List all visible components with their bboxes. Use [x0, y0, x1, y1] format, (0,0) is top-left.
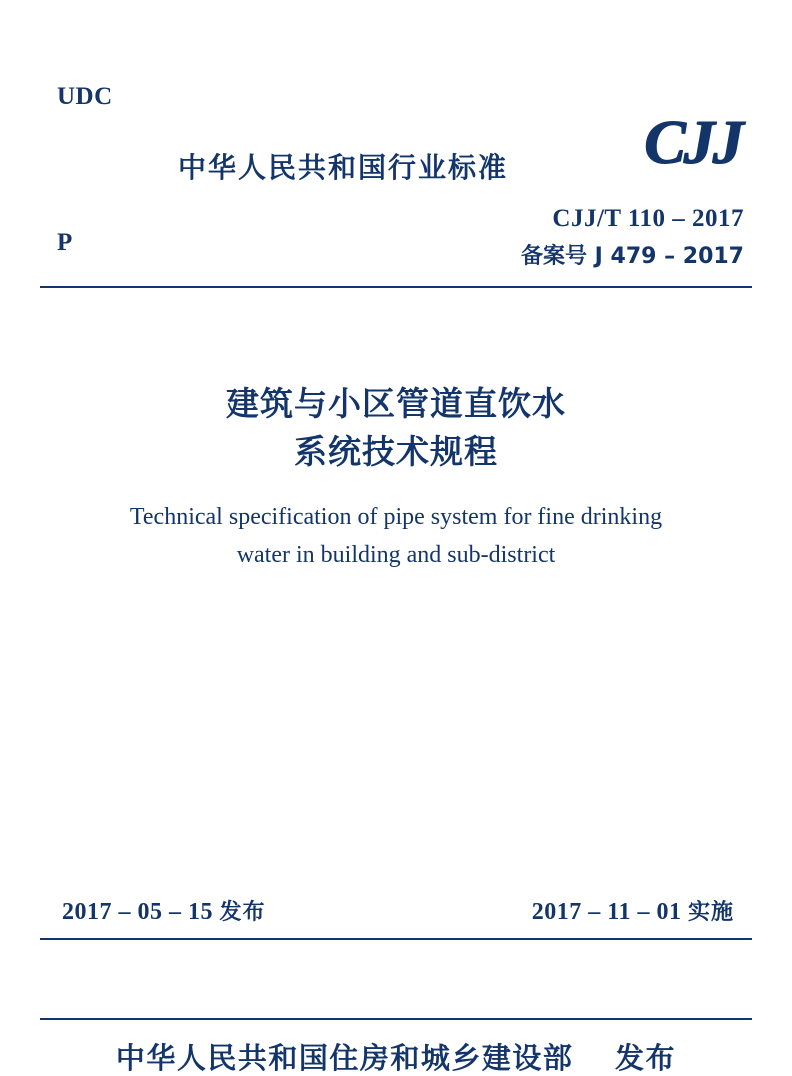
publisher-name: 中华人民共和国住房和城乡建设部 — [115, 1041, 574, 1075]
effective-date: 2017 – 11 – 01 — [531, 899, 682, 925]
classification-label: P — [57, 229, 73, 256]
issue-date: 2017 – 05 – 15 — [62, 899, 213, 925]
standard-code: CJJ/T 110 – 2017 — [552, 205, 744, 232]
title-english — [0, 498, 792, 575]
title-chinese-line2: 系统技术规程 — [294, 431, 498, 471]
effective-date-group — [532, 895, 734, 926]
title-chinese-line1: 建筑与小区管道直饮水 — [226, 384, 566, 423]
issue-label: 发布 — [219, 900, 266, 925]
title-english-line1: Technical specification of pipe system for fine drinking — [129, 503, 663, 530]
date-row — [0, 895, 792, 929]
cjj-logo: CJJ — [644, 109, 742, 177]
divider-top — [40, 286, 752, 288]
effective-label: 实施 — [687, 900, 734, 925]
udc-label: UDC — [57, 83, 113, 110]
record-number: 备案号 J 479 – 2017 — [521, 244, 744, 269]
title-chinese — [0, 380, 792, 476]
publish-label: 发布 — [615, 1041, 677, 1075]
standard-organization: 中华人民共和国行业标准 — [178, 151, 509, 184]
divider-bottom — [40, 938, 752, 940]
divider-footer — [40, 1018, 752, 1020]
cover-header — [0, 0, 792, 288]
title-block — [0, 380, 792, 574]
publisher-row — [0, 1036, 792, 1076]
title-english-line2: water in building and sub-district — [236, 542, 556, 569]
issue-date-group — [62, 895, 266, 926]
